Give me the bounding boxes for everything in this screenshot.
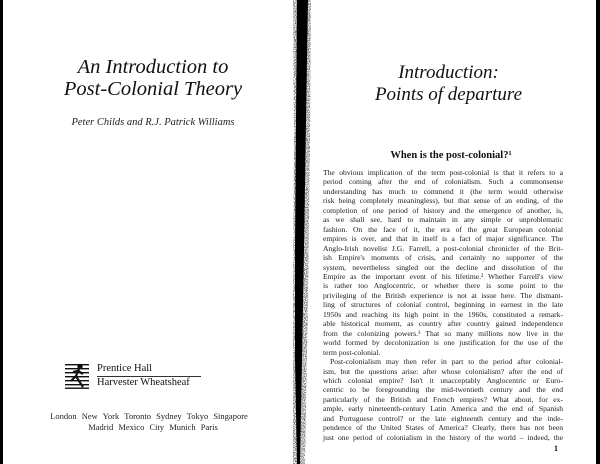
body-line: ling of structures of colonial control, beginning in earnest in the late [323,300,563,310]
body-line: risk being completely meaningless), but that sense of an ending, of the [323,196,563,206]
body-line: pendence of the United States of America? Clearly, there has not been [323,423,563,433]
body-line: just one period of colonialism in the history of the world – indeed, the [323,432,563,442]
body-line: and Portuguese control? or the late eighteenth century and the inde- [323,413,563,423]
body-line: period coming after the end of colonialism. Such a commonsense [323,177,563,187]
publisher-cities-line-1: London New York Toronto Sydney Tokyo Singapore [50,411,248,421]
chapter-title-line-1: Introduction: [398,62,499,83]
body-line: world formed by decolonization is one justification for the use of the [323,338,563,348]
body-line: privileging of the British experience is not at issue here. The dismant- [323,290,563,300]
body-line: understanding has much to commend it (the term would otherwise [323,186,563,196]
body-line: system, nevertheless singled out the decline and dissolution of the [323,262,563,272]
body-line: is rather too Anglocentric, or whether there is some point to the [323,281,563,291]
title-page [3,0,293,464]
body-line: Anglo-Irish novelist J.G. Farrell, a post-colonial chronicler of the Brit- [323,243,563,253]
body-line: centric to be foregrounding the mid-twentieth century and the end [323,385,563,395]
chapter-title-line-2: Points of departure [374,84,523,105]
authors: Peter Childs and R.J. Patrick Williams [71,117,235,128]
scan-edge-right [596,0,600,464]
book-title-line-1: An Introduction to [77,56,229,78]
body-line: The obvious implication of the term post-colonial is that it refers to a [323,168,563,177]
body-line: Empire as the important event of his lifetime.² Whether Farrell's view [323,271,563,281]
section-heading: When is the post-colonial?¹ [390,150,512,161]
body-line: 1950s and reaching its high point in the 1960s, constituted a remark- [323,309,563,319]
body-line: ample, early nineteenth-century Latin America and the end of Spanish [323,404,563,414]
book-title-line-2: Post-Colonial Theory [63,78,243,100]
body-line: particularly of the British and French empires? What about, for ex- [323,394,563,404]
body-line: fashion. On the face of it, the era of the great European colonial [323,224,563,234]
page-number: 1 [554,444,558,453]
publisher-cities-line-2: Madrid Mexico City Munich Paris [88,422,218,432]
body-line: term post-colonial. [323,347,381,357]
publisher-imprint [65,362,215,392]
running-figure-logo-icon [65,363,89,389]
body-line: able historical moment, as country after country gained independence [323,319,563,329]
chapter-page [311,0,596,464]
body-line: as we shall see, hard to maintain in any simple or unproblematic [323,215,563,225]
body-line: empires is over, and that in itself is a fact of major significance. The [323,234,563,244]
body-line: which colonial empire? Isn't it unacceptably Anglocentric or Euro- [323,375,563,385]
publisher-name-prentice-hall: Prentice Hall [97,363,153,374]
body-line: Post-colonialism may then refer in part to the period after colonial- [330,357,563,367]
body-line: ism, but the questions arise: after whose colonialism? after the end of [323,366,563,376]
body-text [323,168,563,442]
publisher-name-harvester-wheatsheaf: Harvester Wheatsheaf [97,377,190,388]
body-line: completion of one period of history and the emergence of another, is, [323,205,563,215]
body-line: ish Empire's moments of crisis, and certainly no supporter of the [323,253,563,263]
body-line: from the colonizing powers.³ That so many millions now live in the [323,328,563,338]
